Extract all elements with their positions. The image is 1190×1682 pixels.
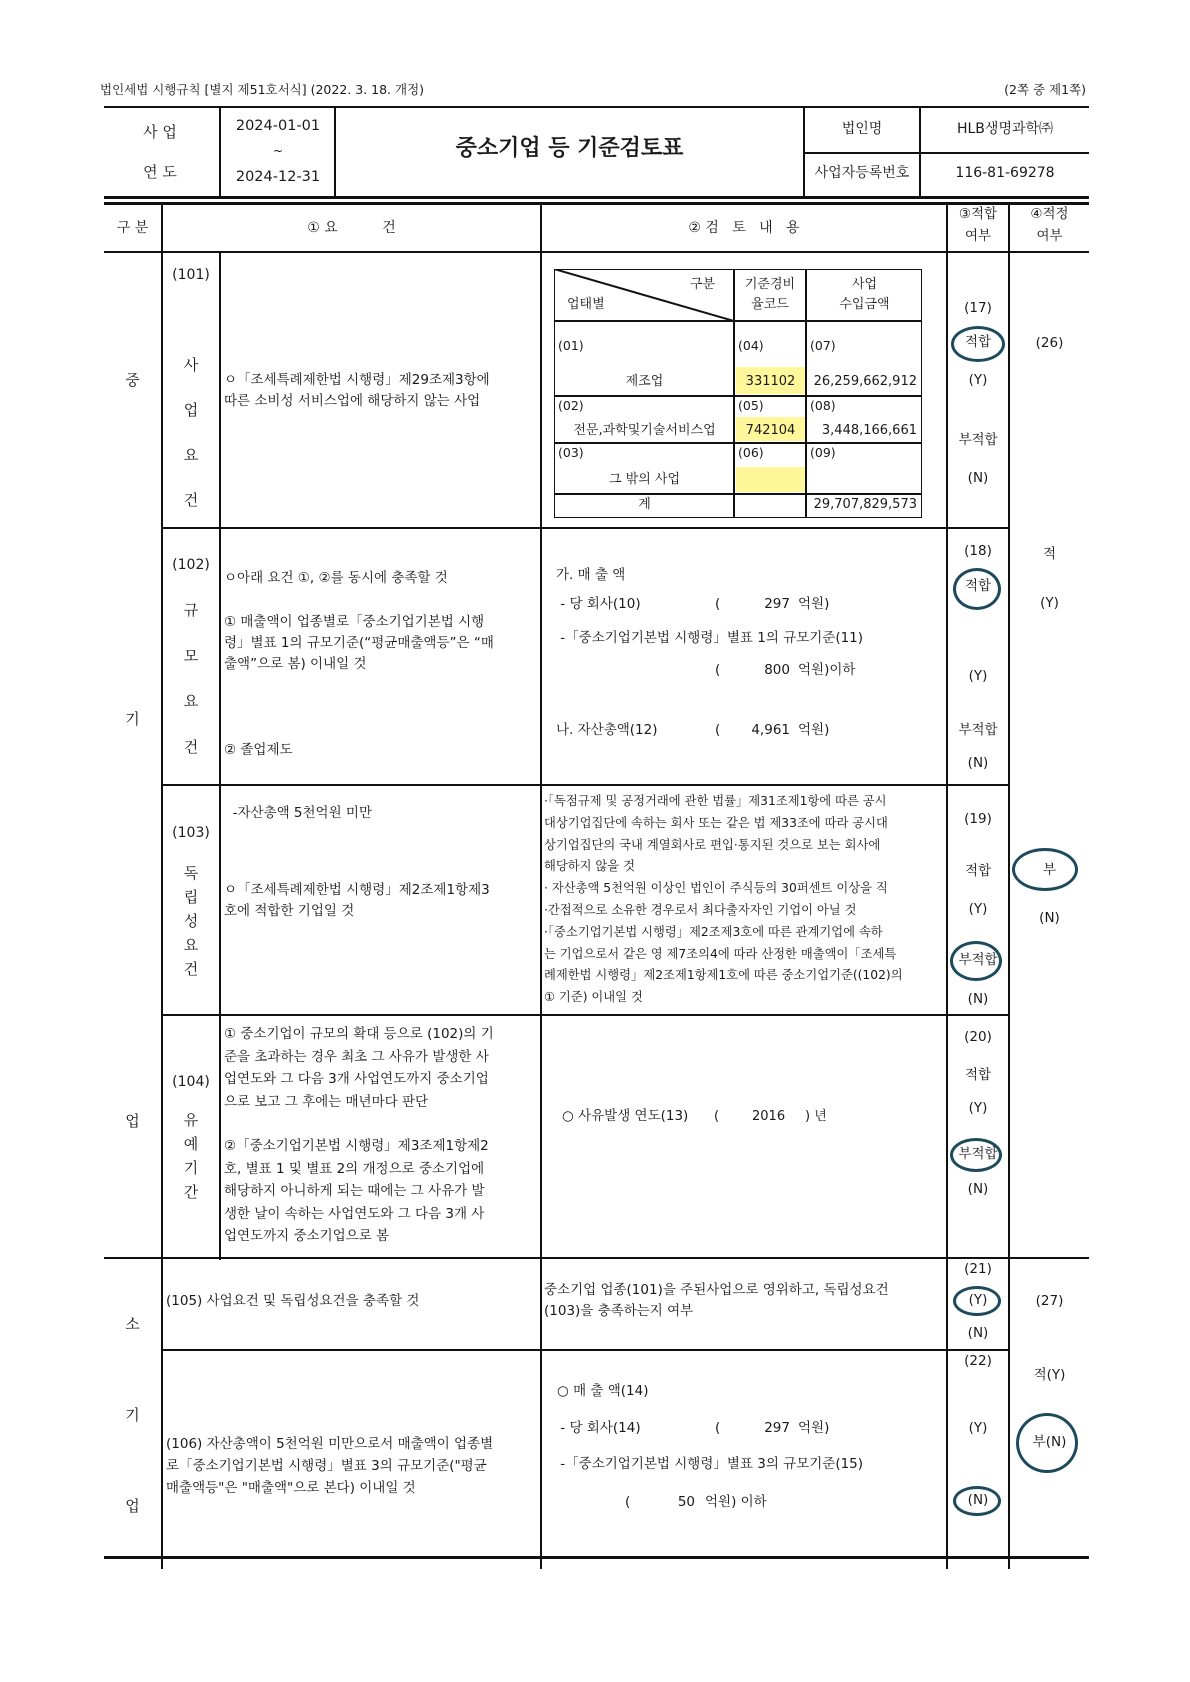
row102-req-1 <box>224 612 539 675</box>
fit-no-option[interactable]: 부적합 <box>958 1146 998 1162</box>
requirement-line: 령」별표 1의 규모기준(“평균매출액등”은 “매 <box>224 635 494 651</box>
section-small-char-3: 업 <box>125 1497 140 1515</box>
fit-no-code: (N) <box>967 1181 989 1197</box>
row103-label-char: 립 <box>183 888 199 906</box>
proper-yes: 적 <box>1042 546 1057 562</box>
corp-name: HLB생명과학㈜ <box>956 121 1054 137</box>
fit-no-option[interactable]: 부적합 <box>958 952 998 968</box>
fit-no-code: (N) <box>967 470 989 486</box>
sales-standard-label: -「중소기업기본법 시행령」별표 1의 규모기준(11) <box>556 630 864 646</box>
col3-header-2: 수입금액 <box>839 297 890 312</box>
row104-code: (104) <box>172 1074 210 1090</box>
requirement-line: 업연도와 그 다음 3개 사업연도까지 중소기업 <box>224 1071 489 1087</box>
fit-yes-code: (Y) <box>968 901 988 917</box>
fit-yes-code[interactable]: (Y) <box>968 1420 988 1436</box>
requirement-line: 으로 보고 그 후에는 매년마다 판단 <box>224 1093 429 1110</box>
paren: ( <box>715 662 721 678</box>
review-line: ·「독점규제 및 공정거래에 관한 법률」제31조제1항에 따른 공시 <box>544 794 887 808</box>
row-code: (01) <box>558 338 584 353</box>
review-line: ·간접적으로 소유한 경우로서 최다출자자인 기업이 아닐 것 <box>544 902 857 917</box>
proper-code: (26) <box>1035 335 1064 351</box>
divider <box>554 493 922 495</box>
double-line-bottom <box>104 202 1089 205</box>
review-line: 대상기업집단에 속하는 회사 또는 같은 법 제33조에 따라 공시대 <box>544 815 888 830</box>
fit-yes-code[interactable]: (Y) <box>968 1292 988 1308</box>
row106-requirement <box>166 1433 538 1499</box>
col-divider-requirement <box>540 204 542 1569</box>
col3-header-1: 사업 <box>851 277 878 292</box>
requirement-line: 따른 소비성 서비스업에 해당하지 않는 사업 <box>224 393 481 409</box>
page-title: 중소기업 등 기준검토표 <box>455 136 684 161</box>
reason-year-value: 2016 <box>752 1109 786 1124</box>
total-amount: 29,707,829,573 <box>813 497 917 512</box>
section-sme-char-1: 중 <box>125 371 140 389</box>
paren: ( <box>714 1109 720 1124</box>
requirement-line: 호에 적합한 기업일 것 <box>224 903 355 919</box>
col-divider-fit <box>1008 204 1010 1569</box>
row-code: (09) <box>810 445 836 460</box>
requirement-line: 생한 날이 속하는 사업연도와 그 다음 3개 사 <box>224 1205 485 1222</box>
requirement-line: (106) 자산총액이 5천억원 미만으로서 매출액이 업종별 <box>166 1436 494 1452</box>
proper-no: 부(N) <box>1032 1434 1067 1450</box>
fit-code: (17) <box>964 300 992 316</box>
period-end: 2024-12-31 <box>235 169 321 185</box>
fit-no-option[interactable]: 부적합 <box>958 432 998 448</box>
col-header-review: ② 검 토 내 용 <box>688 220 800 236</box>
unit: 억원) <box>798 1420 830 1436</box>
sales-title: 가. 매 출 액 <box>556 567 626 583</box>
section-small-char-2: 기 <box>125 1406 140 1424</box>
requirement-line: ㅇ「조세특례제한법 시행령」제2조제1항제3 <box>224 882 490 898</box>
period-separator: ~ <box>272 144 284 158</box>
paren: ( <box>715 596 721 612</box>
row-code: (03) <box>558 445 584 460</box>
row-border-101 <box>161 527 1009 529</box>
fit-code: (22) <box>964 1353 992 1369</box>
sales-title: ○ 매 출 액(14) <box>557 1383 649 1399</box>
requirement-line: 출액”으로 봄) 이내일 것 <box>224 656 367 672</box>
sales-standard-value: 50 <box>677 1494 695 1510</box>
requirement-line: ② 졸업제도 <box>224 742 293 758</box>
fit-yes-code: (Y) <box>968 1100 988 1116</box>
fit-yes-code: (Y) <box>968 372 988 388</box>
sales-company-label: - 당 회사(10) <box>556 596 641 612</box>
business-amount: 3,448,166,661 <box>821 423 917 438</box>
assets-value: 4,961 <box>751 722 790 738</box>
requirement-line: 준을 초과하는 경우 최초 그 사유가 발생한 사 <box>224 1048 489 1065</box>
row102-req-2 <box>224 698 539 845</box>
divider <box>219 108 221 196</box>
rate-code-highlight <box>736 467 805 492</box>
double-line-top <box>104 196 1089 199</box>
review-line: 중소기업 업종(101)을 주된사업으로 영위하고, 독립성요건 <box>544 1282 889 1298</box>
period-start: 2024-01-01 <box>235 118 321 134</box>
form-regulation-caption: 법인세법 시행규칙 [별지 제51호서식] (2022. 3. 18. 개정) <box>100 82 425 97</box>
review-line: 는 기업으로서 같은 영 제7조의4에 따라 산정한 매출액이「조세특 <box>544 946 897 961</box>
proper-yes: 적(Y) <box>1033 1367 1066 1383</box>
row103-label-char: 독 <box>183 864 199 882</box>
proper-no-code: (N) <box>1039 910 1060 926</box>
paren: ( <box>715 1420 721 1436</box>
row103-label-char: 성 <box>183 912 199 930</box>
col2-header-2: 율코드 <box>751 297 789 312</box>
section-sme-char-2: 기 <box>125 710 140 728</box>
fit-yes-code: (Y) <box>968 668 988 684</box>
rate-code: 331102 <box>745 374 796 389</box>
row103-label-char: 건 <box>183 960 199 978</box>
business-name: 그 밖의 사업 <box>608 472 681 487</box>
row104-label-char: 기 <box>183 1159 199 1177</box>
divider <box>554 442 922 444</box>
business-name: 전문,과학및기술서비스업 <box>573 423 716 438</box>
period-label-line2: 연 도 <box>143 163 177 181</box>
sales-company-label: - 당 회사(14) <box>556 1420 641 1436</box>
proper-code: (27) <box>1035 1293 1064 1309</box>
unit: 억원) <box>798 596 830 612</box>
row101-label-char: 요 <box>183 446 199 464</box>
fit-yes-option[interactable]: 적합 <box>964 578 992 594</box>
fit-no-option[interactable]: 부적합 <box>958 722 998 738</box>
section-border <box>104 1257 1089 1259</box>
row-code: (08) <box>810 398 836 413</box>
col-header-fit-1: ③적합 <box>958 206 998 222</box>
divider <box>554 395 922 397</box>
row101-label-char: 사 <box>183 356 199 374</box>
fit-no-code: (N) <box>967 755 989 771</box>
row102-label-char: 규 <box>183 601 199 619</box>
sales-standard-label: -「중소기업기본법 시행령」별표 3의 규모기준(15) <box>556 1456 864 1472</box>
row102-label-char: 건 <box>183 738 199 756</box>
fit-code: (20) <box>964 1029 992 1045</box>
row105-review <box>544 1280 944 1322</box>
col-header-proper-2: 여부 <box>1036 228 1063 244</box>
review-line: 해당하지 않을 것 <box>544 859 635 874</box>
section-small-char-1: 소 <box>125 1315 140 1333</box>
business-amount: 26,259,662,912 <box>813 374 917 389</box>
col2-header-1: 기준경비 <box>744 277 796 292</box>
row-code: (07) <box>810 338 836 353</box>
row-border-105 <box>161 1349 1009 1351</box>
row104-req-2 <box>224 1135 539 1248</box>
row102-label-char: 모 <box>183 647 199 665</box>
assets-label: 나. 자산총액(12) <box>556 722 658 738</box>
fit-no-code: (N) <box>967 991 989 1007</box>
fit-yes-option[interactable]: 적합 <box>964 334 992 350</box>
unit: 억원) <box>798 722 830 738</box>
row-code: (06) <box>738 445 764 460</box>
row103-code: (103) <box>172 825 210 841</box>
review-line: ·「중소기업기본법 시행령」제2조제3호에 따른 관계기업에 속하 <box>544 924 883 939</box>
review-line: ① 기준) 이내일 것 <box>544 990 643 1005</box>
col-header-fit-2: 여부 <box>964 228 992 244</box>
year-suffix: ) 년 <box>805 1109 827 1124</box>
row-code: (05) <box>738 398 764 413</box>
fit-no-code[interactable]: (N) <box>967 1492 989 1508</box>
row101-label-char: 건 <box>183 491 199 509</box>
paren: ( <box>625 1494 631 1510</box>
sales-company-value: 297 <box>764 1420 790 1436</box>
row102-label-char: 요 <box>183 692 199 710</box>
fit-code: (18) <box>964 543 992 559</box>
requirement-line: ㅇ「조세특례제한법 시행령」제29조제3항에 <box>224 372 490 388</box>
col-header-category: 구 분 <box>116 220 149 236</box>
total-label: 계 <box>638 497 651 512</box>
row104-req-1 <box>224 1023 539 1113</box>
table-bottom-border <box>104 1556 1089 1559</box>
row105-requirement: (105) 사업요건 및 독립성요건을 충족할 것 <box>166 1293 420 1309</box>
row-border-103 <box>161 1014 1009 1016</box>
requirement-line: 로「중소기업기본법 시행령」별표 3의 규모기준("평균 <box>166 1458 487 1474</box>
reason-year-label: ○ 사유발생 연도(13) <box>562 1108 689 1124</box>
row-code: (02) <box>558 398 584 413</box>
row104-label-char: 간 <box>183 1183 199 1201</box>
col-divider-label <box>219 252 221 1260</box>
requirement-line: 업연도까지 중소기업으로 봄 <box>224 1228 390 1244</box>
diag-header-top: 구분 <box>690 277 716 292</box>
diag-header-bottom: 업태별 <box>567 297 605 312</box>
requirement-line: 해당하지 아니하게 되는 때에는 그 사유가 발 <box>224 1183 485 1199</box>
header-top-border <box>104 106 1089 108</box>
row104-label-char: 유 <box>183 1111 199 1129</box>
row104-label-char: 예 <box>183 1135 199 1153</box>
paren: ( <box>715 722 721 738</box>
page-info: (2쪽 중 제1쪽) <box>1004 82 1086 97</box>
header-row-border <box>104 251 1089 253</box>
fit-yes-option[interactable]: 적합 <box>964 863 992 879</box>
row101-requirement <box>224 370 539 412</box>
fit-no-code[interactable]: (N) <box>967 1325 989 1341</box>
requirement-line: 매출액등"은 "매출액"으로 본다) 이내일 것 <box>166 1480 416 1496</box>
col-header-requirement: ① 요 건 <box>307 220 396 236</box>
row102-code: (102) <box>172 557 210 573</box>
requirement-line: ① 중소기업이 규모의 확대 등으로 (102)의 기 <box>224 1026 494 1042</box>
sales-standard-value: 800 <box>764 662 790 678</box>
col-header-proper-1: ④적정 <box>1030 206 1069 222</box>
row101-label-char: 업 <box>183 401 199 419</box>
fit-yes-option[interactable]: 적합 <box>964 1067 992 1083</box>
requirement-line: ②「중소기업기본법 시행령」제3조제1항제2 <box>224 1138 489 1154</box>
row101-code: (101) <box>172 267 210 283</box>
requirement-line: 호, 별표 1 및 별표 2의 개정으로 중소기업에 <box>224 1160 485 1177</box>
requirement-line: -자산총액 5천억원 미만 <box>224 805 372 821</box>
review-line: · 자산총액 5천억원 이상인 법인이 주식등의 30퍼센트 이상을 직 <box>544 881 888 896</box>
row103-requirement <box>224 880 539 922</box>
row103-review <box>544 791 946 1009</box>
unit: 억원) 이하 <box>705 1494 767 1510</box>
proper-no: 부 <box>1042 862 1057 878</box>
biz-reg-label: 사업자등록번호 <box>814 165 910 181</box>
requirement-line: ① 매출액이 업종별로「중소기업기본법 시행 <box>224 614 485 630</box>
review-line: (103)을 충족하는지 여부 <box>544 1303 694 1319</box>
row102-req-intro: ㅇ아래 요건 ①, ②를 동시에 충족할 것 <box>224 570 448 586</box>
corp-name-label: 법인명 <box>841 121 883 137</box>
sales-company-value: 297 <box>764 596 790 612</box>
fit-code: (21) <box>964 1261 992 1277</box>
fit-code: (19) <box>964 811 992 827</box>
row-code: (04) <box>738 338 764 353</box>
review-line: 례제한법 시행령」제2조제1항제1호에 따른 중소기업기준((102)의 <box>544 968 903 983</box>
section-sme-char-3: 업 <box>125 1112 140 1130</box>
business-name: 제조업 <box>625 374 664 389</box>
period-label-line1: 사 업 <box>143 123 177 141</box>
row103-label-char: 요 <box>183 936 199 954</box>
biz-reg-number: 116-81-69278 <box>955 165 1055 181</box>
divider <box>803 152 1089 154</box>
rate-code: 742104 <box>745 423 796 438</box>
proper-yes-code: (Y) <box>1040 595 1059 611</box>
unit: 억원)이하 <box>798 662 856 678</box>
review-line: 상기업집단의 국내 계열회사로 편입·통지된 것으로 보는 회사에 <box>544 837 881 852</box>
